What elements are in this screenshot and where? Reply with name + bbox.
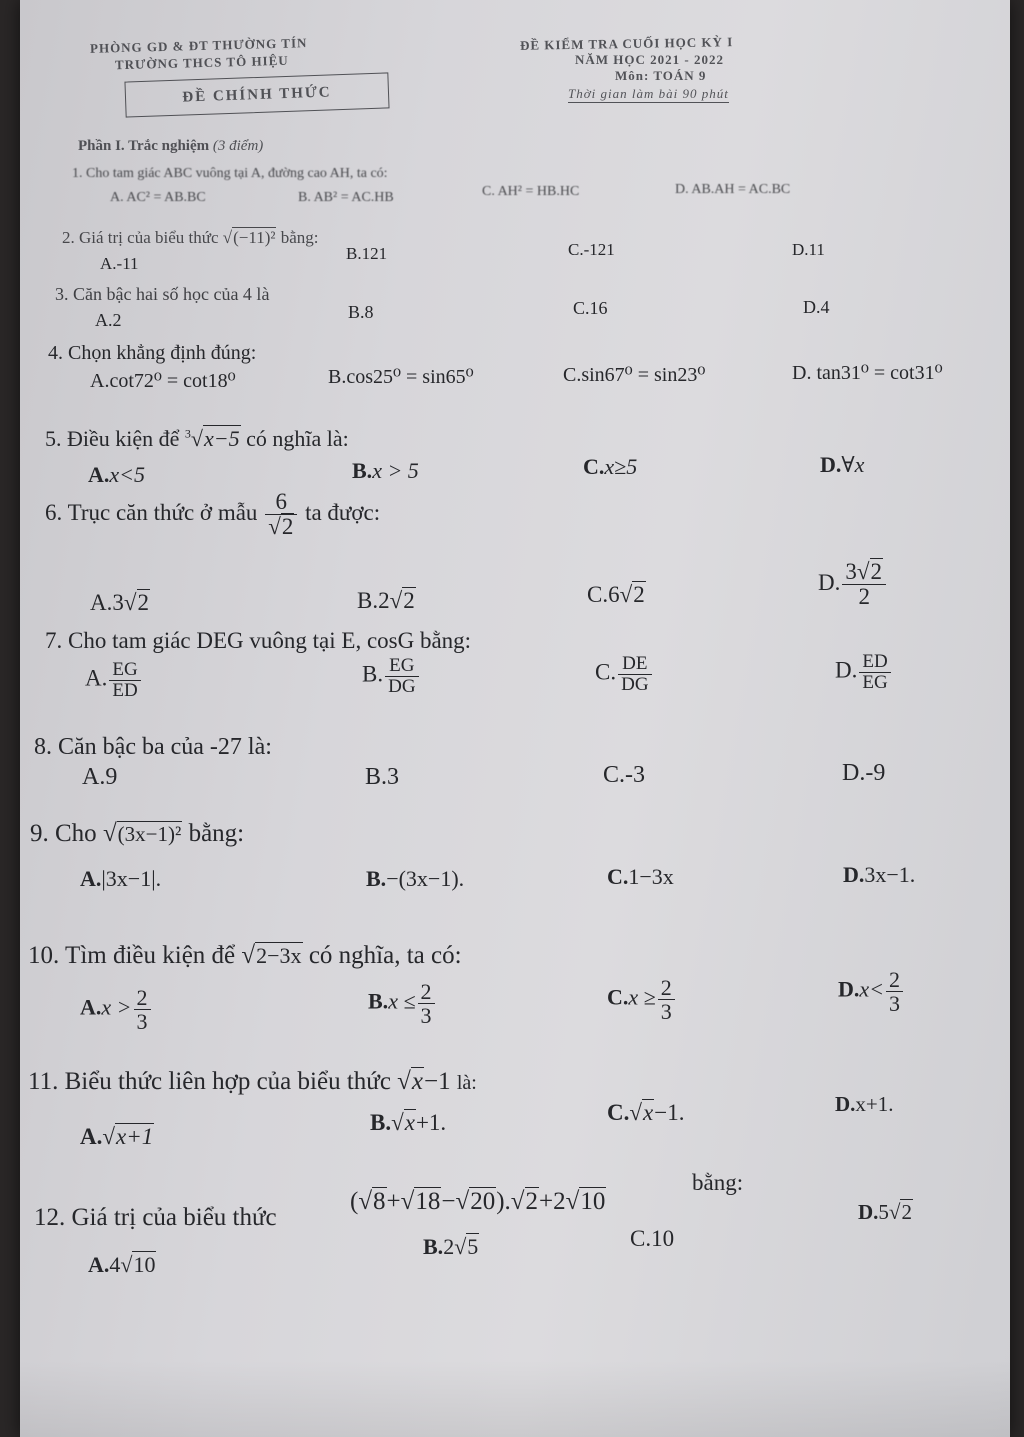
- section-title: [78, 138, 263, 155]
- option-radicand: 2: [137, 590, 149, 615]
- option-value: |3x−1|.: [101, 866, 162, 891]
- question-9-stem-end: bằng:: [188, 820, 245, 847]
- option-radicand: x: [404, 1110, 415, 1135]
- section-points: (3 điểm): [212, 138, 264, 154]
- question-2-option-d: D.11: [792, 240, 825, 259]
- question-9-expression: (3x−1)²: [117, 822, 182, 846]
- option-label: B.2: [357, 588, 390, 613]
- question-6-option-a: A.3√2: [90, 590, 149, 615]
- question-2-option-a: A.-11: [100, 254, 139, 273]
- question-3-option-a: A.2: [95, 310, 122, 330]
- option-value: x<: [859, 976, 885, 1002]
- option-radicand: 2: [901, 1200, 912, 1224]
- question-11-expression-tail: −1: [424, 1068, 451, 1095]
- question-10-stem: 10. Tìm điều kiện để √2−3x có nghĩa, ta có:: [28, 942, 462, 969]
- question-4-option-b: B.cos25⁰ = sin65⁰: [328, 366, 474, 388]
- option-letter: B.: [368, 988, 389, 1014]
- fraction-denominator: 2: [858, 584, 870, 610]
- option-label: A.3: [90, 590, 124, 615]
- question-1-option-d: D. AB.AH = AC.BC: [675, 182, 791, 197]
- option-letter: A.: [80, 994, 102, 1020]
- question-1-option-c: C. AH² = HB.HC: [482, 184, 580, 199]
- question-1-option-b: B. AB² = AC.HB: [298, 190, 394, 205]
- option-radicand: x: [643, 1100, 654, 1125]
- fraction-numerator: 2: [418, 980, 435, 1004]
- question-5-stem-end: có nghĩa là:: [246, 426, 349, 451]
- section-label: Phần I. Trắc nghiệm: [78, 138, 210, 154]
- option-letter: C.: [607, 984, 629, 1010]
- question-6-option-b: B.2√2: [357, 588, 415, 613]
- question-9-option-d: [843, 862, 915, 888]
- question-7-option-d: [835, 652, 893, 693]
- option-letter: D.: [838, 976, 860, 1002]
- question-4-stem: 4. Chọn khẳng định đúng:: [48, 342, 257, 364]
- fraction-denominator: 3: [136, 1009, 148, 1035]
- question-11-stem-end: là:: [456, 1072, 477, 1094]
- question-8-option-c: C.-3: [603, 762, 645, 788]
- question-2-option-b: B.121: [346, 244, 388, 263]
- fraction-denominator: 2: [281, 514, 294, 540]
- option-letter: B.: [423, 1234, 444, 1259]
- question-7-stem: 7. Cho tam giác DEG vuông tại E, cosG bằng:: [45, 628, 472, 653]
- question-6-option-c: C.6√2: [587, 582, 645, 607]
- question-9-option-c: [607, 864, 674, 890]
- option-radicand: x+1: [116, 1124, 154, 1149]
- option-radicand: 2: [403, 588, 415, 613]
- option-letter: B.: [352, 458, 373, 483]
- question-5-root-index: 3: [184, 426, 191, 441]
- option-value: 1−3x: [628, 864, 674, 889]
- option-label: A.: [85, 665, 108, 691]
- question-5-stem: 5. Điều kiện để $^3$√x−5 có nghĩa là:: [45, 426, 349, 451]
- radicand-4: 2: [525, 1188, 538, 1215]
- question-11-option-d: [835, 1092, 894, 1117]
- question-7-option-a: [85, 660, 143, 701]
- question-9-option-a: [80, 866, 161, 892]
- fraction-denominator: 3: [420, 1003, 432, 1029]
- question-2-option-c: C.-121: [568, 240, 615, 259]
- option-letter: A.: [80, 866, 102, 891]
- question-5-stem-text: 5. Điều kiện để: [45, 426, 180, 451]
- question-12-option-d: D.5√2: [858, 1200, 912, 1224]
- option-letter: C.: [583, 454, 605, 479]
- school-year: NĂM HỌC 2021 - 2022: [575, 52, 724, 67]
- option-letter: C.: [607, 1100, 630, 1125]
- exam-sheet: [20, 0, 1010, 1437]
- option-tail: +1.: [415, 1110, 447, 1135]
- question-5-option-d: [820, 452, 864, 478]
- option-value: x > 5: [372, 458, 419, 483]
- fraction-denominator: ED: [112, 679, 138, 701]
- question-9-option-b: [366, 866, 464, 892]
- question-12-expression: (√8+√18−√20).√2+2√10: [350, 1188, 606, 1215]
- radicand-3: 20: [470, 1188, 496, 1215]
- fraction-numerator: EG: [109, 660, 140, 681]
- question-3-stem: 3. Căn bậc hai số học của 4 là: [55, 284, 270, 304]
- question-6-stem-end: ta được:: [305, 499, 381, 525]
- option-letter: D.: [835, 1092, 856, 1116]
- question-11-stem-text: 11. Biểu thức liên hợp của biểu thức: [28, 1068, 391, 1095]
- question-8-option-a: A.9: [82, 764, 118, 790]
- fraction-coefficient: 3: [845, 559, 857, 584]
- fraction-numerator: 2: [134, 986, 151, 1010]
- question-9-stem: 9. Cho √(3x−1)² bằng:: [30, 820, 245, 847]
- option-value: x≥5: [604, 454, 638, 479]
- question-6-fraction: $\frac{6}{√2}$: [265, 490, 297, 539]
- option-radicand: 10: [133, 1252, 156, 1277]
- option-letter: B.: [366, 866, 387, 891]
- official-stamp: ĐỀ CHÍNH THỨC: [124, 72, 389, 117]
- option-coefficient: 2: [443, 1234, 455, 1259]
- question-9-stem-text: 9. Cho: [30, 820, 97, 847]
- question-10-option-a: [80, 986, 153, 1033]
- question-12-stem: 12. Giá trị của biểu thức: [34, 1204, 277, 1231]
- option-label: C.: [595, 659, 617, 685]
- question-1-stem: 1. Cho tam giác ABC vuông tại A, đường cao AH, ta có:: [72, 166, 388, 181]
- option-letter: A.: [88, 462, 110, 487]
- department-name: PHÒNG GD & ĐT THƯỜNG TÍN: [89, 35, 308, 56]
- option-letter: A.: [88, 1252, 110, 1277]
- fraction-radicand: 2: [870, 559, 882, 584]
- fraction-denominator: DG: [621, 673, 649, 695]
- option-letter: B.: [370, 1110, 392, 1135]
- question-12-option-b: B.2√5: [423, 1234, 479, 1259]
- question-6-option-d: D. $\frac{3√2}{2}$: [818, 560, 888, 609]
- fraction-numerator: EG: [385, 656, 418, 677]
- question-8-option-d: D.-9: [842, 760, 886, 786]
- question-11-expression: x: [411, 1068, 424, 1095]
- radicand-2: 18: [415, 1188, 441, 1215]
- question-10-option-d: [838, 968, 905, 1015]
- question-5-option-a: [88, 462, 145, 488]
- option-value: x ≤: [388, 988, 416, 1014]
- question-10-option-c: [607, 976, 677, 1023]
- question-5-option-b: [352, 458, 419, 484]
- question-3-option-c: C.16: [573, 298, 608, 318]
- fraction-denominator: 3: [889, 991, 901, 1017]
- option-label: B.: [362, 661, 384, 687]
- question-11-option-b: B.√x+1.: [370, 1110, 447, 1135]
- question-7-option-c: [595, 654, 654, 695]
- question-8-stem: 8. Căn bậc ba của -27 là:: [34, 734, 272, 760]
- fraction-numerator: 2: [658, 976, 675, 1000]
- fraction-numerator: DE: [618, 654, 651, 675]
- option-value: x >: [101, 994, 132, 1020]
- question-10-stem-end: có nghĩa, ta có:: [308, 942, 462, 969]
- question-10-stem-text: 10. Tìm điều kiện để: [28, 942, 236, 969]
- fraction-numerator: 2: [886, 968, 903, 992]
- question-12-stem-end: bằng:: [692, 1170, 744, 1195]
- option-value: ∀x: [841, 452, 865, 477]
- option-value: 3x−1.: [864, 862, 916, 887]
- fraction-denominator: EG: [862, 671, 888, 693]
- question-11-option-c: C.√x−1.: [607, 1100, 685, 1125]
- question-6-stem: [45, 490, 380, 539]
- question-5-option-c: [583, 454, 637, 480]
- radicand-1: 8: [373, 1188, 386, 1215]
- question-7-option-b: [362, 656, 421, 697]
- option-coefficient: 5: [878, 1200, 889, 1224]
- fraction-denominator: 3: [660, 999, 672, 1025]
- option-radicand: 2: [633, 582, 645, 607]
- question-5-expression: x−5: [203, 426, 240, 451]
- question-2-expression: (−11)²: [233, 228, 276, 247]
- option-tail: −1.: [654, 1100, 685, 1125]
- question-6-stem-text: 6. Trục căn thức ở mẫu: [45, 499, 258, 525]
- option-value: −(3x−1).: [386, 866, 465, 891]
- question-4-option-a: A.cot72⁰ = cot18⁰: [90, 370, 236, 392]
- fraction-numerator: ED: [859, 652, 890, 673]
- option-value: x<5: [109, 462, 146, 487]
- question-3-option-b: B.8: [348, 302, 374, 322]
- question-8-option-b: B.3: [365, 764, 400, 790]
- fraction-numerator: 6: [265, 490, 297, 515]
- question-12-option-a: A.4√10: [88, 1252, 156, 1277]
- question-1-option-a: A. AC² = AB.BC: [110, 190, 206, 205]
- option-letter: A.: [80, 1124, 103, 1149]
- question-2-stem-text: 2. Giá trị của biểu thức: [62, 228, 219, 247]
- time-limit: Thời gian làm bài 90 phút: [568, 86, 729, 101]
- subject: Môn: TOÁN 9: [615, 68, 707, 83]
- question-4-option-c: C.sin67⁰ = sin23⁰: [563, 364, 706, 386]
- question-10-expression: 2−3x: [256, 943, 302, 968]
- school-name: TRƯỜNG THCS TÔ HIỆU: [114, 52, 289, 73]
- option-letter: C.: [607, 864, 629, 889]
- question-10-option-b: [368, 980, 437, 1027]
- option-letter: D.: [858, 1200, 879, 1224]
- option-letter: D.: [820, 452, 842, 477]
- fraction-denominator: DG: [388, 675, 416, 697]
- option-coefficient: 4: [109, 1252, 121, 1277]
- option-label: D.: [835, 657, 858, 683]
- question-11-stem: 11. Biểu thức liên hợp của biểu thức √x−1 là:: [28, 1068, 477, 1095]
- option-radicand: 5: [467, 1234, 479, 1259]
- exam-title: ĐỀ KIỂM TRA CUỐI HỌC KỲ I: [519, 34, 734, 53]
- option-value: x+1.: [855, 1092, 894, 1116]
- question-12-option-c: C.10: [630, 1226, 675, 1251]
- option-value: x ≥: [628, 984, 656, 1010]
- question-2-stem: 2. Giá trị của biểu thức √(−11)² bằng:: [62, 228, 319, 247]
- option-label: C.6: [587, 582, 620, 607]
- option-letter: D.: [843, 862, 865, 887]
- question-4-option-d: D. tan31⁰ = cot31⁰: [792, 362, 943, 384]
- option-label: D.: [818, 569, 841, 595]
- radicand-5: 10: [580, 1188, 606, 1215]
- question-2-stem-end: bằng:: [280, 228, 319, 247]
- question-11-option-a: A.√x+1: [80, 1124, 154, 1149]
- question-3-option-d: D.4: [803, 297, 830, 317]
